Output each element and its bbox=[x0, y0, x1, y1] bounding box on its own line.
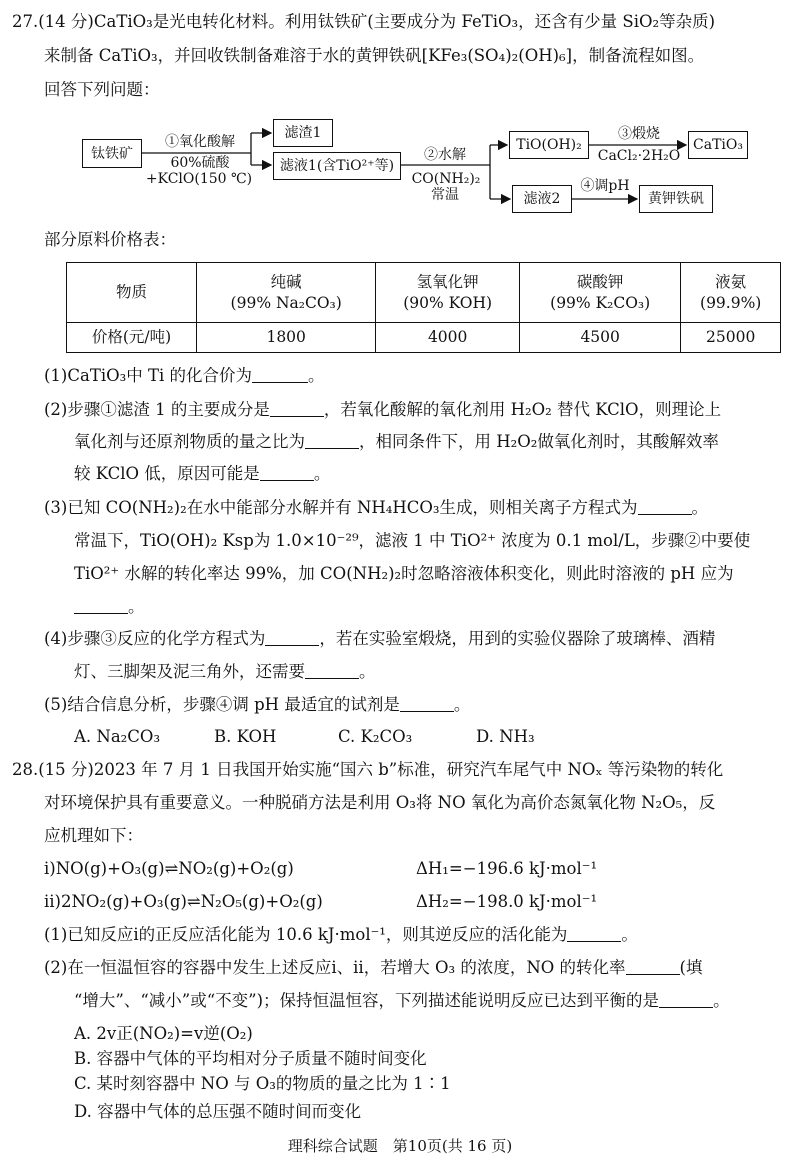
answer-blank[interactable] bbox=[305, 662, 359, 679]
q27-option-a[interactable]: A. Na₂CO₃ bbox=[74, 727, 161, 746]
step1-condition-a: 60%硫酸 bbox=[170, 155, 230, 171]
tioh2-box: TiO(OH)₂ bbox=[509, 131, 589, 159]
q27-sub4-b: ，若在实验室煅烧，用到的实验仪器除了玻璃棒、酒精 bbox=[319, 629, 716, 648]
step3-label: ③煅烧 bbox=[618, 126, 660, 142]
answer-blank[interactable] bbox=[400, 695, 454, 712]
row-label-price: 价格(元/吨) bbox=[67, 323, 197, 353]
q27-sub4-line1 bbox=[44, 627, 715, 651]
answer-blank[interactable] bbox=[305, 432, 359, 449]
jarosite-box: 黄钾铁矾 bbox=[639, 185, 713, 213]
reaction-1-enthalpy: ΔH₁=−196.6 kJ·mol⁻¹ bbox=[416, 859, 598, 878]
q28-sub1-end: 。 bbox=[621, 925, 638, 944]
q27-sub2-e: 较 KClO 低，原因可能是 bbox=[74, 464, 260, 483]
price-k2co3: 4500 bbox=[519, 323, 680, 353]
q27-sub2-b: ，若氧化酸解的氧化剂用 H₂O₂ 替代 KClO，则理论上 bbox=[323, 400, 722, 419]
q28-sub2-line1 bbox=[44, 956, 702, 980]
header-koh bbox=[376, 263, 520, 323]
q27-sub2-c: 氧化剂与还原剂物质的量之比为 bbox=[74, 432, 305, 451]
q27-sub3-line4 bbox=[74, 595, 145, 619]
q28-sub2-c: “增大”、“减小”或“不变”)；保持恒温恒容，下列描述能说明反应已达到平衡的是 bbox=[74, 991, 660, 1010]
q27-sub2-line3 bbox=[74, 462, 330, 486]
header-substance: 物质 bbox=[67, 263, 197, 323]
answer-blank[interactable] bbox=[626, 958, 680, 975]
price-table-header-row bbox=[67, 263, 781, 323]
price-soda: 1800 bbox=[197, 323, 376, 353]
answer-blank[interactable] bbox=[638, 498, 692, 515]
q27-option-b[interactable]: B. KOH bbox=[214, 727, 277, 746]
q27-sub4-a: (4)步骤③反应的化学方程式为 bbox=[44, 629, 266, 648]
filtrate2-box: 滤液2 bbox=[512, 185, 572, 213]
q27-option-d[interactable]: D. NH₃ bbox=[476, 727, 535, 746]
price-ammonia: 25000 bbox=[681, 323, 781, 353]
step4-label: ④调pH bbox=[580, 178, 630, 194]
price-table-row bbox=[67, 323, 781, 353]
q27-sub2-f: 。 bbox=[313, 464, 331, 483]
q28-option-d[interactable]: D. 容器中气体的总压强不随时间而变化 bbox=[74, 1102, 362, 1121]
process-flowchart bbox=[0, 112, 800, 216]
koh-spec: (90% KOH) bbox=[403, 293, 493, 312]
q27-sub1-text: (1)CaTiO₃中 Ti 的化合价为 bbox=[44, 366, 253, 385]
q28-sub2-line2 bbox=[74, 989, 730, 1013]
q27-sub5 bbox=[44, 693, 470, 717]
q27-line-1: 27.(14 分)CaTiO₃是光电转化材料。利用钛铁矿(主要成分为 FeTiO₃，还含有少量 SiO₂等杂质) bbox=[12, 12, 716, 31]
q27-sub1 bbox=[44, 364, 325, 388]
price-table-title: 部分原料价格表： bbox=[44, 230, 176, 249]
residue1-box: 滤渣1 bbox=[273, 119, 333, 147]
step3-condition: CaCl₂·2H₂O bbox=[597, 148, 681, 164]
answer-blank[interactable] bbox=[74, 597, 128, 614]
q27-option-c[interactable]: C. K₂CO₃ bbox=[338, 727, 413, 746]
q27-sub2-a: (2)步骤①滤渣 1 的主要成分是 bbox=[44, 400, 270, 419]
q27-sub2-d: ，相同条件下，用 H₂O₂做氧化剂时，其酸解效率 bbox=[359, 432, 719, 451]
answer-blank[interactable] bbox=[252, 366, 308, 383]
q28-sub2-d: 。 bbox=[713, 991, 730, 1010]
reaction-2: ⅱ)2NO₂(g)+O₃(g)⇌N₂O₅(g)+O₂(g) bbox=[44, 892, 323, 911]
q28-option-b[interactable]: B. 容器中气体的平均相对分子质量不随时间变化 bbox=[74, 1049, 427, 1068]
ore-box: 钛铁矿 bbox=[82, 139, 142, 168]
answer-blank[interactable] bbox=[260, 464, 314, 481]
step2-condition-a: CO(NH₂)₂ bbox=[411, 171, 481, 187]
catio3-box: CaTiO₃ bbox=[688, 131, 748, 159]
q28-line-1: 28.(15 分)2023 年 7 月 1 日我国开始实施“国六 b”标准，研究汽车尾气中 NOₓ 等污染物的转化 bbox=[12, 760, 724, 779]
ammonia-spec: (99.9%) bbox=[700, 293, 762, 312]
q27-line-3: 回答下列问题： bbox=[44, 80, 160, 99]
answer-blank[interactable] bbox=[265, 629, 319, 646]
q28-sub2-a: (2)在一恒温恒容的容器中发生上述反应ⅰ、ⅱ，若增大 O₃ 的浓度，NO 的转化率 bbox=[44, 958, 626, 977]
q27-sub2-line1 bbox=[44, 398, 721, 422]
q27-sub5-text: (5)结合信息分析，步骤④调 pH 最适宜的试剂是 bbox=[44, 695, 400, 714]
page-footer: 理科综合试题 第10页(共 16 页) bbox=[287, 1137, 513, 1155]
q27-sub3-e: 。 bbox=[128, 597, 145, 616]
q27-line-2: 来制备 CaTiO₃，并回收铁制备难溶于水的黄钾铁矾[KFe₃(SO₄)₂(OH)₆]，制备流程如图。 bbox=[44, 46, 705, 65]
q27-sub1-end: 。 bbox=[308, 366, 325, 385]
header-ammonia bbox=[681, 263, 781, 323]
ammonia-name: 液氨 bbox=[715, 272, 747, 291]
q27-sub3-line3: TiO²⁺ 水解的转化率达 99%，加 CO(NH₂)₂时忽略溶液体积变化，则此时溶液的 pH 应为 bbox=[74, 564, 734, 583]
soda-spec: (99% Na₂CO₃) bbox=[230, 293, 342, 312]
price-koh: 4000 bbox=[376, 323, 520, 353]
q28-sub1-text: (1)已知反应ⅰ的正反应活化能为 10.6 kJ·mol⁻¹，则其逆反应的活化能为 bbox=[44, 925, 568, 944]
q27-sub4-c: 灯、三脚架及泥三角外，还需要 bbox=[74, 662, 305, 681]
q27-sub2-line2 bbox=[74, 430, 719, 454]
q27-sub3-a: (3)已知 CO(NH₂)₂在水中能部分水解并有 NH₄HCO₃生成，则相关离子方程式为 bbox=[44, 498, 638, 517]
price-table bbox=[66, 262, 781, 353]
q27-sub5-end: 。 bbox=[453, 695, 471, 714]
q28-option-c[interactable]: C. 某时刻容器中 NO 与 O₃的物质的量之比为 1∶1 bbox=[74, 1074, 451, 1093]
step1-condition-b: +KClO(150 ℃) bbox=[145, 171, 253, 187]
header-soda bbox=[197, 263, 376, 323]
answer-blank[interactable] bbox=[270, 400, 324, 417]
q27-sub4-line2 bbox=[74, 660, 376, 684]
q28-sub1 bbox=[44, 923, 638, 947]
q27-sub4-d: 。 bbox=[359, 662, 376, 681]
reaction-2-enthalpy: ΔH₂=−198.0 kJ·mol⁻¹ bbox=[416, 892, 598, 911]
reaction-1: ⅰ)NO(g)+O₃(g)⇌NO₂(g)+O₂(g) bbox=[44, 859, 294, 878]
step1-label: ①氧化酸解 bbox=[165, 134, 235, 150]
k2co3-spec: (99% K₂CO₃) bbox=[550, 293, 651, 312]
header-k2co3 bbox=[519, 263, 680, 323]
q27-sub3-b: 。 bbox=[691, 498, 709, 517]
q28-line-3: 应机理如下： bbox=[44, 826, 143, 845]
step2-label: ②水解 bbox=[424, 147, 466, 163]
q28-sub2-b: (填 bbox=[679, 958, 703, 977]
filtrate1-box: 滤液1(含TiO²⁺等) bbox=[273, 152, 401, 180]
koh-name: 氢氧化钾 bbox=[416, 272, 479, 291]
q28-line-2: 对环境保护具有重要意义。一种脱硝方法是利用 O₃将 NO 氧化为高价态氮氧化物 N₂O₅，反 bbox=[44, 793, 716, 812]
q27-sub3-line2: 常温下，TiO(OH)₂ Ksp为 1.0×10⁻²⁹，滤液 1 中 TiO²⁺ 浓度为 0.1 mol/L，步骤②中要使 bbox=[74, 531, 751, 550]
answer-blank[interactable] bbox=[659, 991, 713, 1008]
step2-condition-b: 常温 bbox=[431, 187, 459, 203]
answer-blank[interactable] bbox=[567, 925, 621, 942]
soda-name: 纯碱 bbox=[270, 272, 302, 291]
q28-option-a[interactable]: A. 2v正(NO₂)=v逆(O₂) bbox=[74, 1024, 253, 1043]
k2co3-name: 碳酸钾 bbox=[576, 272, 624, 291]
q27-sub3-line1 bbox=[44, 496, 708, 520]
